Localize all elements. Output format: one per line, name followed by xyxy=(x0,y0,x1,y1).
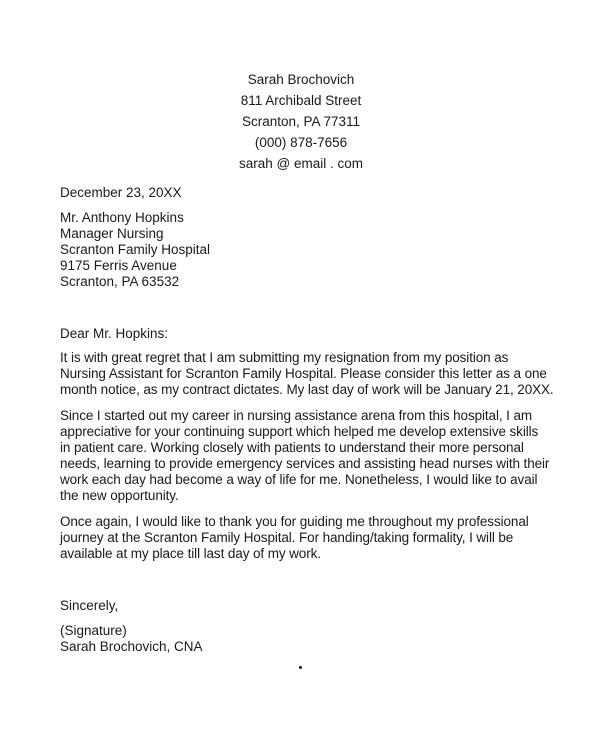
paragraph-line: the new opportunity. xyxy=(60,488,179,503)
paragraph-line: It is with great regret that I am submitting my resignation from my position as xyxy=(60,350,509,365)
footer-dot xyxy=(299,666,302,669)
paragraph-line: month notice, as my contract dictates. My last day of work will be January 21, 20XX. xyxy=(60,382,554,397)
recipient-address-block xyxy=(60,210,210,290)
paragraph-line: Once again, I would like to thank you for guiding me throughout my professional xyxy=(60,514,529,529)
paragraph-line: journey at the Scranton Family Hospital. For handing/taking formality, I will be xyxy=(60,530,514,545)
paragraph-line: work each day had become a way of life for me. Nonetheless, I would like to avail xyxy=(60,472,538,487)
sender-email: sarah @ email . com xyxy=(239,156,363,171)
paragraph-line: in patient care. Working closely with patients to understand their more personal xyxy=(60,440,524,455)
paragraph-line: appreciative for your continuing support which helped me develop extensive skills xyxy=(60,424,539,439)
sender-phone: (000) 878-7656 xyxy=(254,135,348,150)
letter-date: December 23, 20XX xyxy=(60,185,182,200)
recipient-organization: Scranton Family Hospital xyxy=(60,242,211,257)
closing: Sincerely, xyxy=(60,598,119,613)
body-paragraph-3 xyxy=(60,514,552,562)
recipient-city-state-zip: Scranton, PA 63532 xyxy=(60,274,180,289)
paragraph-line: Nursing Assistant for Scranton Family Hospital. Please consider this letter as a one xyxy=(60,366,547,381)
paragraph-line: needs, learning to provide emergency services and assisting head nurses with their xyxy=(60,456,550,471)
body-paragraph-1 xyxy=(60,350,552,398)
sender-name: Sarah Brochovich xyxy=(247,72,355,87)
recipient-title: Manager Nursing xyxy=(60,226,164,241)
sender-city-state-zip: Scranton, PA 77311 xyxy=(241,114,361,129)
body-paragraph-2 xyxy=(60,408,552,504)
recipient-name: Mr. Anthony Hopkins xyxy=(60,210,184,225)
sender-street: 811 Archibald Street xyxy=(240,93,362,108)
salutation: Dear Mr. Hopkins: xyxy=(60,326,169,341)
signature-name: Sarah Brochovich, CNA xyxy=(60,639,203,654)
sender-address-block xyxy=(0,69,600,174)
signature-block xyxy=(60,623,203,655)
paragraph-line: Since I started out my career in nursing assistance arena from this hospital, I am xyxy=(60,408,533,423)
paragraph-line: available at my place till last day of my work. xyxy=(60,546,321,561)
signature-placeholder: (Signature) xyxy=(60,623,127,638)
recipient-street: 9175 Ferris Avenue xyxy=(60,258,177,273)
